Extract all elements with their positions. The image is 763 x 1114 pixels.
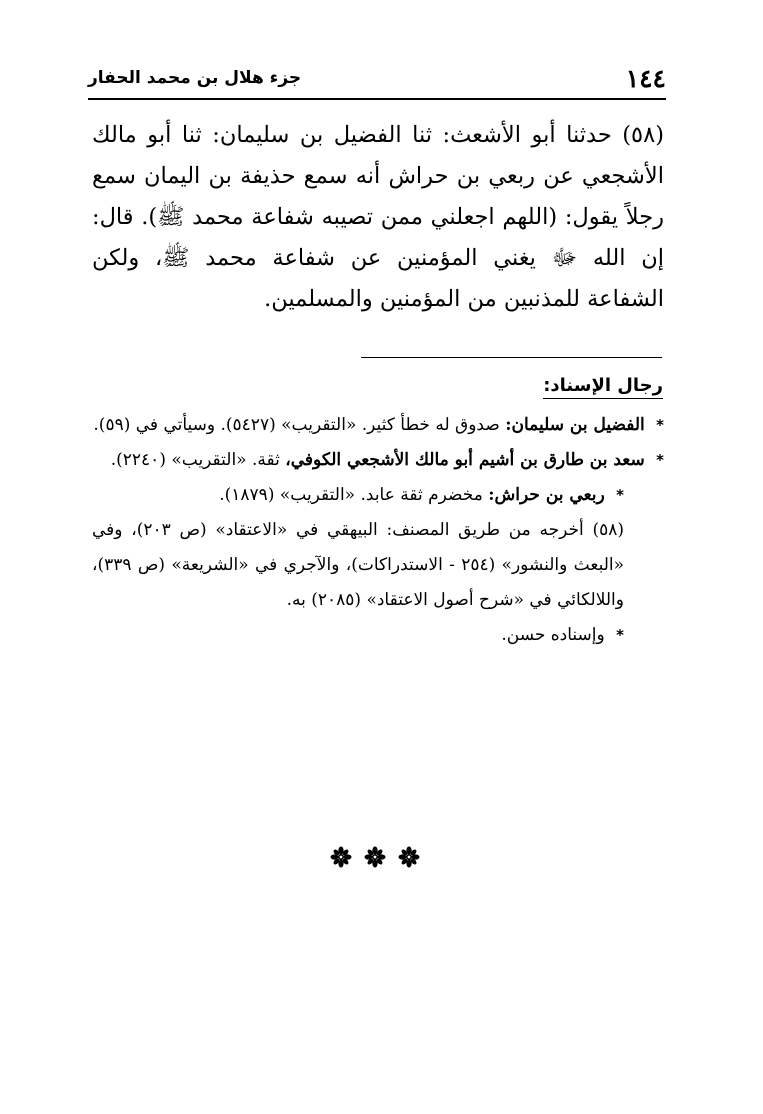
narrator-grading: مخضرم ثقة عابد. «التقريب» (١٨٧٩). — [219, 485, 483, 505]
asterisk-icon: * — [616, 486, 624, 504]
page-number: ١٤٤ — [625, 63, 666, 93]
asterisk-icon: * — [616, 626, 624, 644]
hadith-body: حدثنا أبو الأشعث: ثنا الفضيل بن سليمان: ثنا أبو مالك الأشجعي عن ربعي بن حراش أنه سمع حذيفة بن اليمان سمع رجلاً يقول: (اللهم اجعلني ممن تصيبه شفاعة محمد ﷺ). قال: إن الله ﷻ يغني المؤمنين عن شفاعة محمد ﷺ، ولكن الشفاعة للمذنبين من المؤمنين والمسلمين. — [92, 122, 664, 312]
narrator-name: الفضيل بن سليمان: — [505, 415, 645, 435]
narrator-name: سعد بن طارق بن أشيم أبو مالك الأشجعي الكوفي، — [285, 450, 645, 470]
hadith-text — [92, 115, 664, 320]
takhrij-note — [92, 513, 664, 618]
footnote-divider — [361, 357, 662, 358]
asterisk-icon: * — [656, 451, 664, 469]
grading-text: وإسناده حسن. — [501, 625, 605, 645]
narrator-note — [92, 408, 664, 443]
grading-note — [92, 618, 664, 653]
takhrij-number: (٥٨) — [592, 520, 624, 540]
hadith-number: (٥٨) — [622, 122, 664, 148]
flower-ornament-icon — [330, 846, 352, 868]
isnad-heading: رجال الإسناد: — [543, 375, 663, 399]
narrator-note — [92, 478, 664, 513]
narrator-name: ربعي بن حراش: — [488, 485, 605, 505]
narrator-grading: ثقة. «التقريب» (٢٢٤٠). — [110, 450, 280, 470]
footnotes — [92, 408, 664, 653]
takhrij-text: أخرجه من طريق المصنف: البيهقي في «الاعتقاد» (ص ٢٠٣)، وفي «البعث والنشور» (٢٥٤ - الاستدراكات)، والآجري في «الشريعة» (ص ٣٣٩)، واللالكائي في «شرح أصول الاعتقاد» (٢٠٨٥) به. — [92, 520, 624, 610]
flower-ornament-icon — [364, 846, 386, 868]
flower-ornament-icon — [398, 846, 420, 868]
running-title: جزء هلال بن محمد الحفار — [88, 68, 302, 88]
narrator-note — [92, 443, 664, 478]
page-header — [88, 62, 666, 100]
narrator-grading: صدوق له خطأ كثير. «التقريب» (٥٤٢٧). وسيأتي في (٥٩). — [93, 415, 500, 435]
asterisk-icon: * — [656, 416, 664, 434]
section-end-ornaments — [330, 845, 420, 869]
